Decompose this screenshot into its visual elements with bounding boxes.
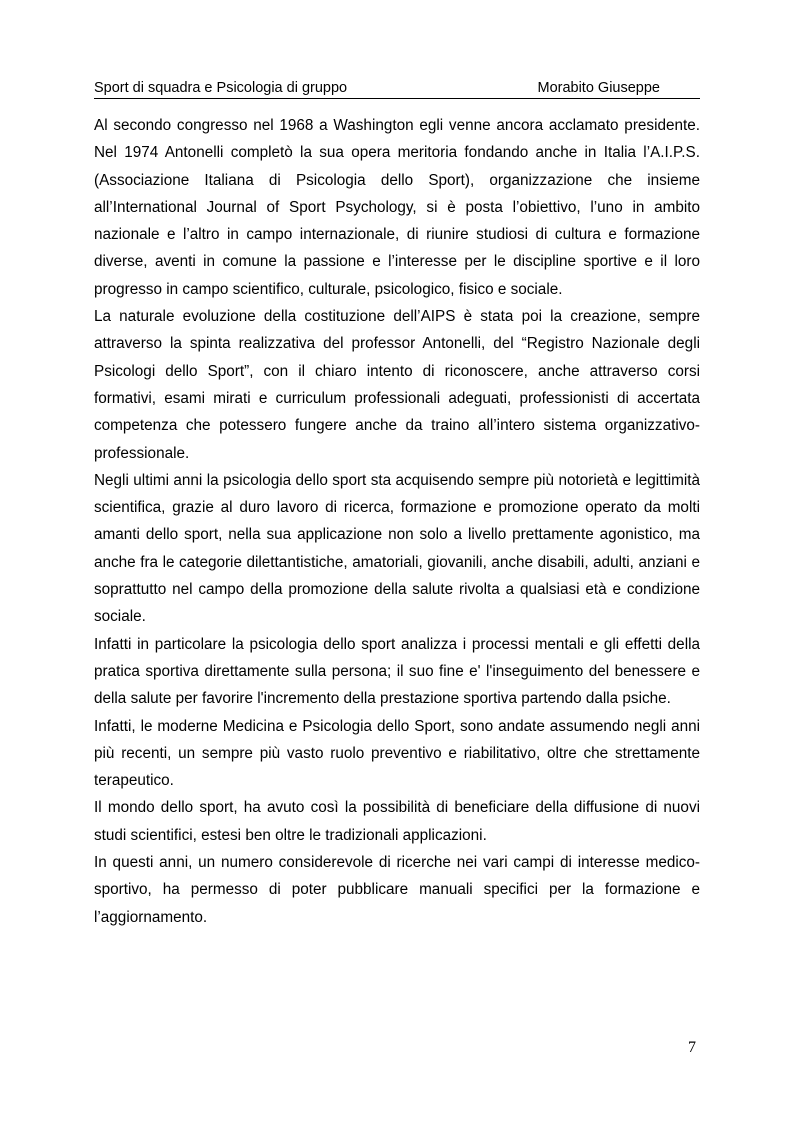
paragraph: Infatti, le moderne Medicina e Psicologia dello Sport, sono andate assumendo negli anni più recenti, un sempre più vasto ruolo preventivo e riabilitativo, oltre che strettamente terapeutico. [94,717,700,790]
paragraph: In questi anni, un numero considerevole di ricerche nei vari campi di interesse medico-sportivo, ha permesso di poter pubblicare manuali specifici per la formazione e l’aggiornamento. [94,854,700,926]
paragraph: Al secondo congresso nel 1968 a Washington egli venne ancora acclamato presidente. Nel 1974 Antonelli completò la sua opera meritoria fondando anche in Italia l’A.I.P.S. (Associazione Italiana di Psicologia dello Sport), organizzazione che insieme all’International Journal of Sport Psychology, si è posta l’obiettivo, l’uno in ambito nazionale e l’altro in campo internazionale, di riunire studiosi di cultura e formazione diverse, aventi in comune la passione e l’interesse per le discipline sportive e il loro progresso in campo scientifico, culturale, psicologico, fisico e sociale. [94,117,700,298]
running-header [94,78,700,99]
paragraph: Infatti in particolare la psicologia dello sport analizza i processi mentali e gli effetti della pratica sportiva direttamente sulla persona; il suo fine e' l'inseguimento del benessere e della salute per favorire l'incremento della prestazione sportiva partendo dalla psiche. [94,635,700,708]
paragraph: Negli ultimi anni la psicologia dello sport sta acquisendo sempre più notorietà e legittimità scientifica, grazie al duro lavoro di ricerca, formazione e promozione operato da molti amanti dello sport, nella sua applicazione non solo a livello prettamente agonistico, ma anche fra le categorie dilettantistiche, amatoriali, giovanili, anche disabili, adulti, anziani e soprattutto nel campo della promozione della salute rivolta a qualsiasi età e condizione sociale. [94,471,700,626]
header-author: Morabito Giuseppe [537,80,660,96]
paragraph: La naturale evoluzione della costituzione dell’AIPS è stata poi la creazione, sempre attraverso la spinta realizzativa del professor Antonelli, del “Registro Nazionale degli Psicologi dello Sport”, con il chiaro intento di riconoscere, anche attraverso corsi formativi, esami mirati e curriculum professionali adeguati, professionisti di accertata competenza che potessero fungere anche da traino all’intero sistema organizzativo-professionale. [94,308,700,462]
document-body [94,112,700,931]
page-number: 7 [688,1039,696,1056]
header-title: Sport di squadra e Psicologia di gruppo [94,80,348,96]
paragraph: Il mondo dello sport, ha avuto così la possibilità di beneficiare della diffusione di nuovi studi scientifici, estesi ben oltre le tradizionali applicazioni. [94,799,700,844]
